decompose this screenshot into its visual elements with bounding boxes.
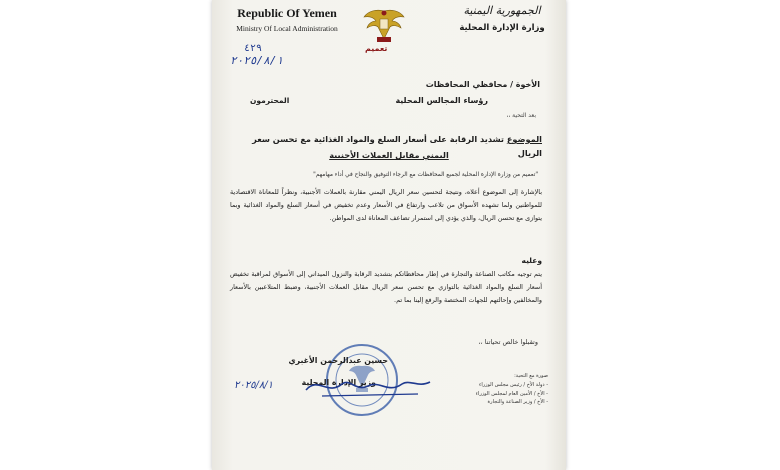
arabic-republic: الجمهورية اليمنية — [463, 4, 541, 17]
signatory-title: وزير الإدارة المحلية — [301, 378, 376, 387]
copy-item: - الأخ / الأمين العام لمجلس الوزراء — [475, 390, 548, 397]
copies-list — [426, 372, 548, 407]
addressee-respected: المحترمون — [250, 96, 290, 105]
english-republic: Republic Of Yemen — [237, 6, 337, 20]
addressee-line-2: رؤساء المجالس المحلية — [395, 96, 488, 105]
arabic-header — [452, 4, 552, 33]
english-ministry: Ministry Of Local Administration — [236, 24, 338, 33]
body-paragraph-2: يتم توجيه مكاتب الصناعة والتجارة في إطار محافظاتكم بتشديد الرقابة والنزول الميداني إلى الأسواق لمراقبة تخفيض أسعار السلع والمواد الغذائية بالتوازي مع تحسن سعر الريال مقابل العملات الأجنبية، وضبط المتلاعبين بالأسعار والمخالفين وإحالتهم للجهات المختصة والرفع إلينا بما تم. — [230, 270, 542, 304]
signatory-name: حسين عبدالرحمن الأغبري — [288, 356, 388, 365]
copies-header: صورة مع التحية: — [514, 373, 548, 379]
subject-label: الموضوع — [506, 134, 542, 144]
signature-date: ٢٠٢٥/٨/١ — [234, 380, 273, 391]
handwritten-signature-icon — [298, 366, 438, 402]
subject-text-1: تشديد الرقابة على أسعار السلع والمواد الغذائية مع تحسن سعر الريال — [252, 134, 542, 159]
arabic-ministry: وزارة الإدارة المحلية — [459, 23, 545, 33]
body-paragraph-1: بالإشارة إلى الموضوع أعلاه، ونتيجة لتحسين سعر الريال اليمني مقارنة بالعملات الأجنبية، ونظراً للمعاناة الاقتصادية للمواطنين ولما تشهده الأسواق من تلاعب وارتفاع في الأسعار وعدم تخفيض في أسعار السلع والمواد الغذائية وبما يتوازى مع تحسن الريال، والذي يؤدي إلى استمرار تضاعف المعاناة لدى المواطن. — [230, 188, 542, 222]
copy-item: - الأخ / وزير الصناعة والتجارة — [487, 399, 548, 406]
closing-line: وتقبلوا خالص تحياتنا ،، — [478, 338, 538, 346]
subject-text-2: اليمني مقابل العملات الأجنبية — [329, 150, 449, 160]
document-page — [212, 0, 566, 470]
greeting: بعد التحية ،، — [506, 112, 536, 119]
reference-block — [230, 43, 283, 67]
english-header — [232, 6, 342, 33]
yemen-eagle-emblem-icon — [362, 5, 406, 45]
reference-number: ٤٢٩ — [244, 43, 263, 54]
copy-item: - دولة الأخ / رئيس مجلس الوزراء — [478, 381, 548, 388]
circular-label: تعميم — [365, 44, 388, 53]
wa-alayh-label: وعليه — [521, 256, 542, 265]
reference-date: ٢٠٢٥/٨/١ — [230, 54, 283, 67]
addressee-line-1: الأخوة / محافظي المحافظات — [425, 80, 540, 89]
quote-line: "تعميم من وزارة الإدارة المحلية لجميع المحافظات مع الرجاء التوفيق والنجاح في أداء مهامهم" — [313, 172, 538, 178]
